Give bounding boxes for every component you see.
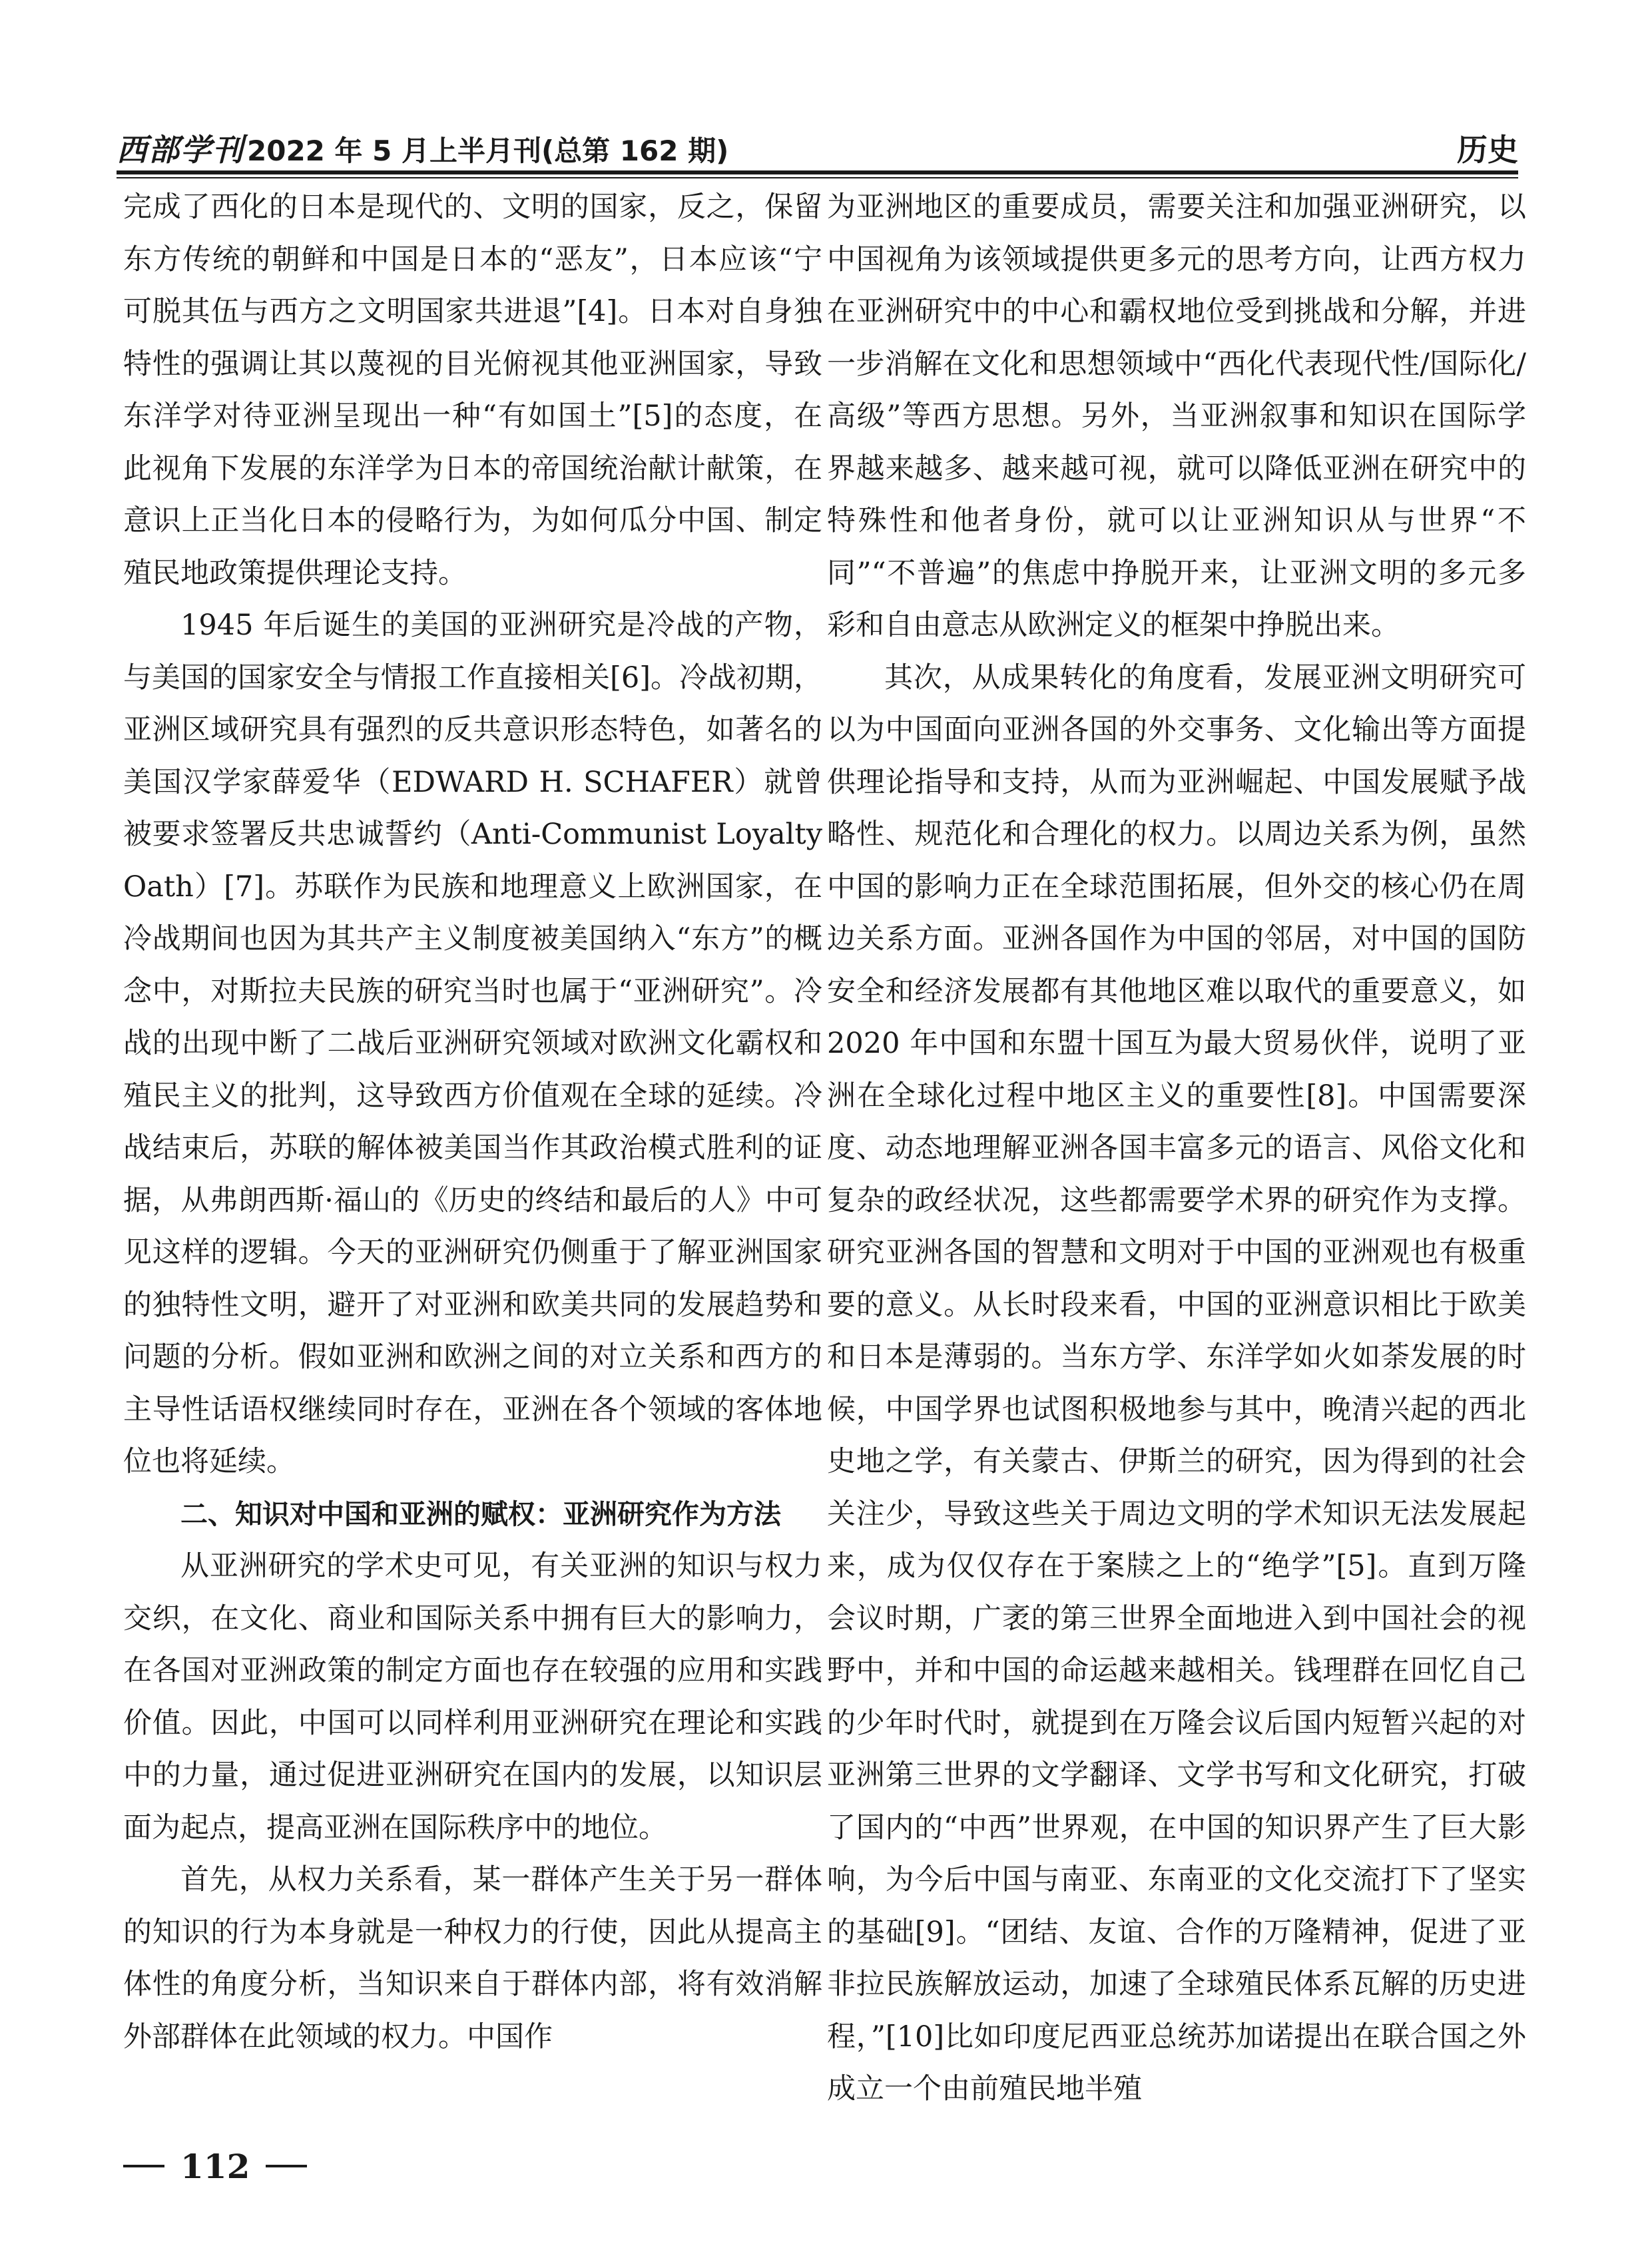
page-number-footer xyxy=(123,2143,323,2189)
header-left xyxy=(117,132,729,168)
paragraph: 1945 年后诞生的美国的亚洲研究是冷战的产物，与美国的国家安全与情报工作直接相关[6]。冷战初期，亚洲区域研究具有强烈的反共意识形态特色，如著名的美国汉学家薛爱华（EDWARD H. SCHAFER）就曾被要求签署反共忠诚誓约（Anti-Communist Loyalty Oath）[7]。苏联作为民族和地理意义上欧洲国家，在冷战期间也因为其共产主义制度被美国纳入“东方”的概念中，对斯拉夫民族的研究当时也属于“亚洲研究”。冷战的出现中断了二战后亚洲研究领域对欧洲文化霸权和殖民主义的批判，这导致西方价值观在全球的延续。冷战结束后，苏联的解体被美国当作其政治模式胜利的证据，从弗朗西斯·福山的《历史的终结和最后的人》中可见这样的逻辑。今天的亚洲研究仍侧重于了解亚洲国家的独特性文明，避开了对亚洲和欧美共同的发展趋势和问题的分析。假如亚洲和欧洲之间的对立关系和西方的主导性话语权继续同时存在，亚洲在各个领域的客体地位也将延续。 xyxy=(123,609,822,1478)
folio-dash-left xyxy=(123,2165,164,2167)
left-column xyxy=(123,181,822,2112)
running-header xyxy=(117,112,1518,168)
page-number: 112 xyxy=(180,2146,250,2186)
header-rule-thin xyxy=(117,177,1518,178)
paragraph: 完成了西化的日本是现代的、文明的国家，反之，保留东方传统的朝鲜和中国是日本的“恶友”，日本应该“宁可脱其伍与西方之文明国家共进退”[4]。日本对自身独特性的强调让其以蔑视的目光俯视其他亚洲国家，导致东洋学对待亚洲呈现出一种“有如国土”[5]的态度，在此视角下发展的东洋学为日本的帝国统治献计献策，在意识上正当化日本的侵略行为，为如何瓜分中国、制定殖民地政策提供理论支持。 xyxy=(123,190,822,590)
paragraph: 其次，从成果转化的角度看，发展亚洲文明研究可以为中国面向亚洲各国的外交事务、文化输出等方面提供理论指导和支持，从而为亚洲崛起、中国发展赋予战略性、规范化和合理化的权力。以周边关系为例，虽然中国的影响力正在全球范围拓展，但外交的核心仍在周边关系方面。亚洲各国作为中国的邻居，对中国的国防安全和经济发展都有其他地区难以取代的重要意义，如 2020 年中国和东盟十国互为最大贸易伙伴，说明了亚洲在全球化过程中地区主义的重要性[8]。中国需要深度、动态地理解亚洲各国丰富多元的语言、风俗文化和复杂的政经状况，这些都需要学术界的研究作为支撑。研究亚洲各国的智慧和文明对于中国的亚洲观也有极重要的意义。从长时段来看，中国的亚洲意识相比于欧美和日本是薄弱的。当东方学、东洋学如火如荼发展的时候，中国学界也试图积极地参与其中，晚清兴起的西北史地之学，有关蒙古、伊斯兰的研究，因为得到的社会关注少，导致这些关于周边文明的学术知识无法发展起来，成为仅仅存在于案牍之上的“绝学”[5]。直到万隆会议时期，广袤的第三世界全面地进入到中国社会的视野中，并和中国的命运越来越相关。钱理群在回忆自己的少年时代时，就提到在万隆会议后国内短暂兴起的对亚洲第三世界的文学翻译、文学书写和文化研究，打破了国内的“中西”世界观，在中国的知识界产生了巨大影响，为今后中国与南亚、东南亚的文化交流打下了坚实的基础[9]。“团结、友谊、合作的万隆精神，促进了亚非拉民族解放运动，加速了全球殖民体系瓦解的历史进程，”[10]比如印度尼西亚总统苏加诺提出在联合国之外成立一个由前殖民地半殖 xyxy=(827,661,1526,2105)
header-rule-thick xyxy=(117,170,1518,174)
section-label: 历史 xyxy=(1457,132,1518,168)
section-heading: 二、知识对中国和亚洲的赋权：亚洲研究作为方法 xyxy=(180,1498,781,1530)
paragraph: 首先，从权力关系看，某一群体产生关于另一群体的知识的行为本身就是一种权力的行使，因此从提高主体性的角度分析，当知识来自于群体内部，将有效消解外部群体在此领域的权力。中国作 xyxy=(123,1863,822,2054)
paragraph: 从亚洲研究的学术史可见，有关亚洲的知识与权力交织，在文化、商业和国际关系中拥有巨大的影响力，在各国对亚洲政策的制定方面也存在较强的应用和实践价值。因此，中国可以同样利用亚洲研究在理论和实践中的力量，通过促进亚洲研究在国内的发展，以知识层面为起点，提高亚洲在国际秩序中的地位。 xyxy=(123,1549,822,1844)
issue-info: 2022 年 5 月上半月刊(总第 162 期) xyxy=(247,135,729,167)
journal-logo: 西部学刊 xyxy=(117,132,244,168)
right-column xyxy=(827,181,1526,2112)
paragraph: 为亚洲地区的重要成员，需要关注和加强亚洲研究，以中国视角为该领域提供更多元的思考方向，让西方权力在亚洲研究中的中心和霸权地位受到挑战和分解，并进一步消解在文化和思想领域中“西化代表现代性/国际化/高级”等西方思想。另外，当亚洲叙事和知识在国际学界越来越多、越来越可视，就可以降低亚洲在研究中的特殊性和他者身份，就可以让亚洲知识从与世界“不同”“不普遍”的焦虑中挣脱开来，让亚洲文明的多元多彩和自由意志从欧洲定义的框架中挣脱出来。 xyxy=(827,190,1526,642)
folio-dash-right xyxy=(266,2165,307,2167)
